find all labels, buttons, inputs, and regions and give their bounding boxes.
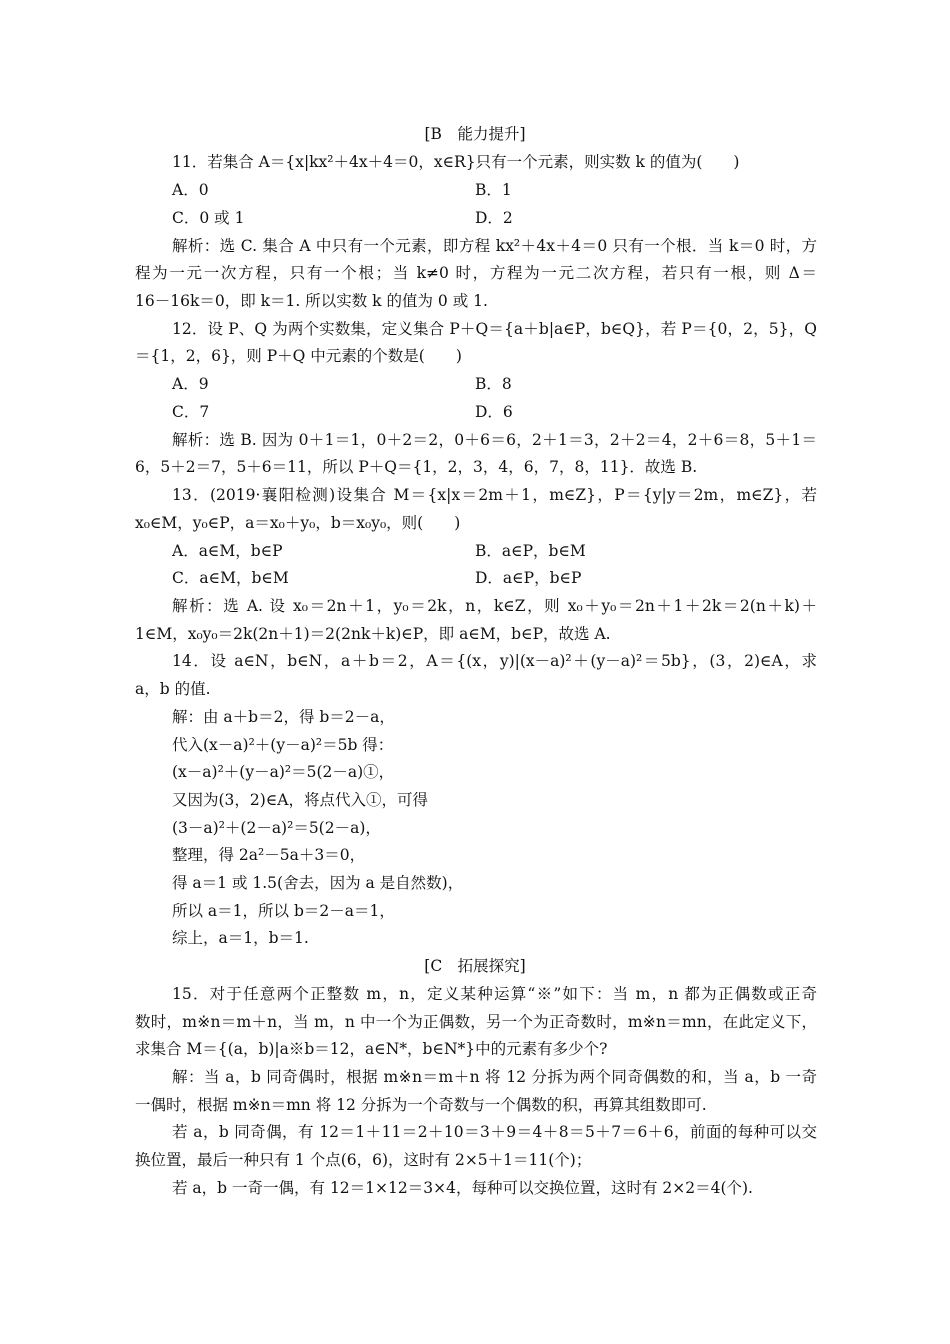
q11-option-d: D．2 bbox=[475, 209, 513, 227]
q13-option-d: D．a∈P，b∈P bbox=[475, 569, 582, 587]
q15-solution-line-3: 若 a，b 同奇偶，有 12＝1＋11＝2＋10＝3＋9＝4＋8＝5＋7＝6＋6，前面的每种可以交 bbox=[172, 1123, 817, 1141]
q13-stem-line-1: 13．(2019·襄阳检测)设集合 M＝{x|x＝2m＋1，m∈Z}，P＝{y|y＝2m，m∈Z}，若 bbox=[172, 486, 817, 504]
q12-option-b: B．8 bbox=[475, 375, 512, 393]
q15-solution-line-1: 解：当 a，b 同奇偶时，根据 m※n＝m＋n 将 12 分拆为两个同奇偶数的和，当 a，b 一奇 bbox=[172, 1068, 817, 1086]
q14-step-9: 综上，a＝1，b＝1. bbox=[172, 929, 309, 947]
q12-stem-line-2: ＝{1，2，6}，则 P＋Q 中元素的个数是( ) bbox=[135, 347, 462, 365]
q12-solution-line-2: 6，5＋2＝7，5＋6＝11，所以 P＋Q＝{1，2，3，4，6，7，8，11}．故选 B. bbox=[135, 458, 698, 476]
q11-solution-line-3: 16－16k＝0，即 k＝1. 所以实数 k 的值为 0 或 1. bbox=[135, 292, 488, 310]
section-heading-b: [B 能力提升] bbox=[424, 125, 526, 143]
q15-solution-line-5: 若 a，b 一奇一偶，有 12＝1×12＝3×4，每种可以交换位置，这时有 2×2＝4(个). bbox=[172, 1179, 753, 1197]
q13-solution-line-1: 解析：选 A. 设 x₀＝2n＋1，y₀＝2k，n，k∈Z，则 x₀＋y₀＝2n＋1＋2k＝2(n＋k)＋ bbox=[172, 597, 817, 615]
section-heading-c: [C 拓展探究] bbox=[424, 957, 526, 975]
q15-stem-line-3: 求集合 M＝{(a，b)|a※b＝12，a∈N*，b∈N*}中的元素有多少个? bbox=[135, 1040, 608, 1058]
q14-stem-line-1: 14．设 a∈N，b∈N，a＋b＝2，A＝{(x，y)|(x－a)²＋(y－a)²＝5b}，(3，2)∈A，求 bbox=[172, 652, 817, 670]
q14-step-1: 解：由 a＋b＝2，得 b＝2－a， bbox=[172, 708, 395, 726]
q15-solution-line-2: 一偶时，根据 m※n＝mn 将 12 分拆为一个奇数与一个偶数的积，再算其组数即可. bbox=[135, 1096, 707, 1114]
q13-option-c: C．a∈M，b∈M bbox=[172, 569, 289, 587]
q12-option-c: C．7 bbox=[172, 403, 210, 421]
q14-step-2: 代入(x－a)²＋(y－a)²＝5b 得： bbox=[172, 736, 394, 754]
q12-option-a: A．9 bbox=[172, 375, 209, 393]
q12-solution-line-1: 解析：选 B. 因为 0＋1＝1，0＋2＝2，0＋6＝6，2＋1＝3，2＋2＝4，2＋6＝8，5＋1＝ bbox=[172, 431, 817, 449]
q14-step-4: 又因为(3，2)∈A，将点代入①，可得 bbox=[172, 791, 428, 809]
q12-option-d: D．6 bbox=[475, 403, 513, 421]
q13-solution-line-2: 1∈M，x₀y₀＝2k(2n＋1)＝2(2nk＋k)∈P，即 a∈M，b∈P，故选 A. bbox=[135, 625, 611, 643]
q13-option-a: A．a∈M，b∈P bbox=[172, 542, 283, 560]
q14-stem-line-2: a，b 的值. bbox=[135, 680, 211, 698]
q15-stem-line-1: 15．对于任意两个正整数 m，n，定义某种运算“※”如下：当 m，n 都为正偶数或正奇 bbox=[172, 985, 817, 1003]
q15-stem-line-2: 数时，m※n＝m＋n，当 m，n 中一个为正偶数，另一个为正奇数时，m※n＝mn，在此定义下， bbox=[135, 1013, 817, 1031]
q11-solution-line-1: 解析：选 C. 集合 A 中只有一个元素，即方程 kx²＋4x＋4＝0 只有一个根．当 k＝0 时，方 bbox=[172, 237, 817, 255]
q11-option-b: B．1 bbox=[475, 181, 512, 199]
q14-step-8: 所以 a＝1，所以 b＝2－a＝1， bbox=[172, 902, 395, 920]
q14-step-7: 得 a＝1 或 1.5(舍去，因为 a 是自然数)， bbox=[172, 874, 464, 892]
q11-option-c: C．0 或 1 bbox=[172, 209, 245, 227]
q11-stem: 11．若集合 A＝{x|kx²＋4x＋4＝0，x∈R}只有一个元素，则实数 k 的值为( ) bbox=[172, 153, 740, 171]
q13-stem-line-2: x₀∈M，y₀∈P，a＝x₀＋y₀，b＝x₀y₀，则( ) bbox=[135, 514, 461, 532]
q12-stem-line-1: 12．设 P、Q 为两个实数集，定义集合 P＋Q＝{a＋b|a∈P，b∈Q}，若 P＝{0，2，5}，Q bbox=[172, 320, 817, 338]
q14-step-3: (x－a)²＋(y－a)²＝5(2－a)①， bbox=[172, 763, 395, 781]
q14-step-6: 整理，得 2a²－5a＋3＝0， bbox=[172, 846, 366, 864]
q13-option-b: B．a∈P，b∈M bbox=[475, 542, 586, 560]
q14-step-5: (3－a)²＋(2－a)²＝5(2－a)， bbox=[172, 819, 381, 837]
q11-solution-line-2: 程为一元一次方程，只有一个根；当 k≠0 时，方程为一元二次方程，若只有一根，则 Δ＝ bbox=[135, 264, 817, 282]
q15-solution-line-4: 换位置，最后一种只有 1 个点(6，6)，这时有 2×5＋1＝11(个)； bbox=[135, 1151, 592, 1169]
q11-option-a: A．0 bbox=[172, 181, 209, 199]
